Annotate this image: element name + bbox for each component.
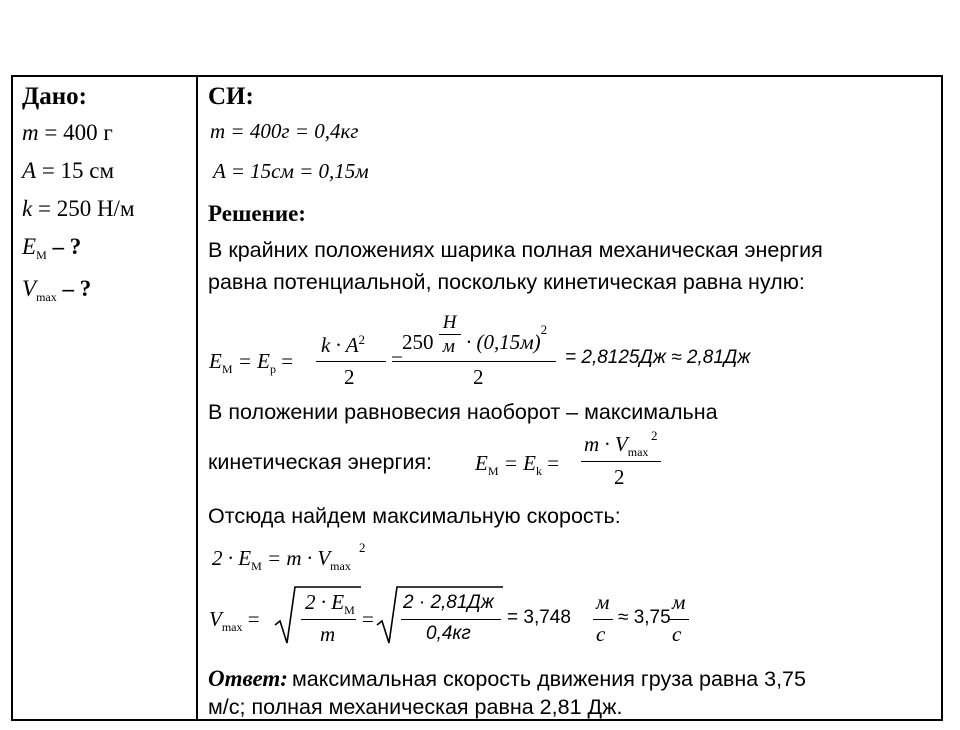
f4-num1-text: 2 · E xyxy=(305,590,345,614)
f1-ep-symbol: = E xyxy=(237,349,270,373)
f1-num2-coef: 250 xyxy=(402,329,434,354)
f1-lhs-symbol: E xyxy=(209,349,222,373)
f4-num1-subscript: M xyxy=(344,603,355,617)
f1-lhs xyxy=(209,349,294,376)
f1-denominator-2: 2 xyxy=(473,365,484,389)
f1-result xyxy=(565,348,750,367)
energy-symbol: E xyxy=(22,234,37,259)
f1-num1-power: 2 xyxy=(358,332,366,347)
f1-unit-bar xyxy=(439,334,461,335)
given-stiffness xyxy=(22,197,135,220)
given-energy-question xyxy=(22,234,82,262)
f4-result-approx: ≈ 3,75 xyxy=(618,607,671,628)
f4-unit-1-denominator: с xyxy=(596,622,606,646)
velocity-question-mark: – ? xyxy=(62,276,92,301)
f1-num2-tail: · (0,15м) xyxy=(466,329,541,354)
f4-denominator-2: 0,4кг xyxy=(426,623,471,644)
solution-paragraph-2-line-2: кинетическая энергия: xyxy=(208,450,432,474)
given-amplitude-value: = 15 см xyxy=(41,158,115,183)
solution-paragraph-1-line-2: равна потенциальной, поскольку кинетическая равна нулю: xyxy=(208,270,805,294)
f4-equals-2: = xyxy=(362,607,374,631)
energy-question-mark: – ? xyxy=(52,234,82,259)
energy-subscript: M xyxy=(36,248,47,262)
f2-power: 2 xyxy=(651,428,658,443)
f4-lhs-symbol: V xyxy=(209,607,222,631)
f1-result-text: = 2,8125Дж ≈ 2,81Дж xyxy=(565,347,751,368)
f3-power: 2 xyxy=(359,540,366,555)
f1-equals: = xyxy=(281,349,294,373)
f2-equals: = xyxy=(547,451,560,475)
f1-fraction-bar-2 xyxy=(400,361,556,362)
solution-heading: Решение: xyxy=(208,201,306,226)
f1-equals-2: = xyxy=(391,347,403,371)
f2-ek-subscript: k xyxy=(536,464,542,478)
f4-lhs xyxy=(209,607,260,634)
given-stiffness-value: = 250 Н/м xyxy=(37,196,135,221)
solution-paragraph-3: Отсюда найдем максимальную скорость: xyxy=(208,504,621,528)
f1-numerator-2 xyxy=(402,312,548,361)
f2-fraction-bar xyxy=(581,461,661,462)
f4-numerator-2 xyxy=(403,591,494,612)
answer-line-2: м/с; полная механическая равна 2,81 Дж. xyxy=(208,695,623,719)
f1-lhs-subscript: M xyxy=(221,362,233,376)
solution-table xyxy=(11,75,943,721)
f4-denominator-1: m xyxy=(320,622,336,646)
f1-unit-fraction xyxy=(439,312,461,357)
f2-denominator: 2 xyxy=(614,465,625,489)
f4-unit-1-numerator: м xyxy=(596,590,610,614)
f3-lhs-subscript: M xyxy=(251,559,262,573)
f4-unit-2-denominator: с xyxy=(672,622,682,646)
f3-lhs: 2 · E xyxy=(212,546,252,570)
f1-denominator-1: 2 xyxy=(344,365,355,389)
f1-num1-text: k · A xyxy=(321,333,359,357)
f1-num2-power: 2 xyxy=(540,321,548,337)
f2-lhs xyxy=(475,451,560,478)
given-mass-symbol: m xyxy=(22,120,39,145)
si-mass: m = 400г = 0,4кг xyxy=(210,119,359,143)
solution-paragraph-2-line-1: В положении равновесия наоборот – максимальна xyxy=(208,400,718,424)
answer-text-1: максимальная скорость движения груза равна 3,75 xyxy=(291,667,806,691)
formula-energy-relation xyxy=(212,546,351,573)
f2-lhs-subscript: M xyxy=(487,464,499,478)
f4-fraction-bar-1 xyxy=(301,619,356,620)
f4-num2-text: 2 · 2,81Дж xyxy=(403,592,494,613)
f4-equals-1: = xyxy=(247,607,260,631)
velocity-subscript: max xyxy=(36,290,57,304)
velocity-symbol: V xyxy=(22,276,37,301)
f3-rhs-subscript: max xyxy=(330,559,351,573)
f2-lhs-symbol: E xyxy=(475,451,488,475)
si-amplitude: A = 15см = 0,15м xyxy=(213,159,369,183)
given-stiffness-symbol: k xyxy=(22,196,33,221)
f2-ek-symbol: = E xyxy=(503,451,536,475)
f4-numerator-1 xyxy=(305,590,355,617)
f1-ep-subscript: p xyxy=(270,362,276,376)
given-amplitude-symbol: A xyxy=(22,158,37,183)
given-mass xyxy=(22,121,113,144)
answer-label: Ответ: xyxy=(208,666,288,691)
f4-fraction-bar-2 xyxy=(401,619,501,620)
f1-numerator-1 xyxy=(321,333,365,356)
given-velocity-question xyxy=(22,276,92,304)
f2-num-text: m · V xyxy=(584,432,628,456)
given-heading: Дано: xyxy=(22,83,87,110)
f3-rhs: = m · V xyxy=(267,546,331,570)
f4-unit-2-numerator: м xyxy=(672,590,686,614)
f1-fraction-bar-1 xyxy=(316,361,386,362)
si-heading: СИ: xyxy=(208,83,254,110)
f4-unit-1-bar xyxy=(593,619,613,620)
f4-unit-2-bar xyxy=(669,619,689,620)
f4-lhs-subscript: max xyxy=(221,620,243,634)
column-divider xyxy=(196,77,198,719)
solution-paragraph-1-line-1: В крайних положениях шарика полная механическая энергия xyxy=(208,238,823,262)
f4-result-exact: = 3,748 xyxy=(507,607,571,628)
f1-unit-H: H xyxy=(442,312,457,333)
given-mass-value: = 400 г xyxy=(44,120,113,145)
f2-num-subscript: max xyxy=(627,445,649,459)
f1-unit-m: м xyxy=(442,336,455,357)
f2-numerator xyxy=(584,432,649,459)
answer-line-1 xyxy=(208,667,806,691)
given-amplitude xyxy=(22,159,114,182)
